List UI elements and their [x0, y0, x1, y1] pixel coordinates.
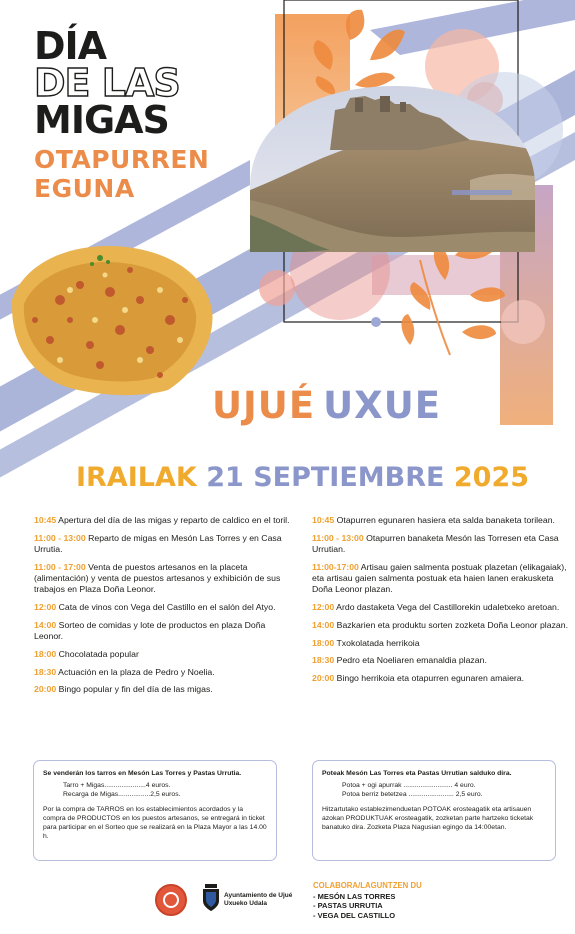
- schedule-time: 14:00: [34, 619, 57, 630]
- schedule-item: [312, 655, 574, 666]
- schedule-item: [312, 620, 574, 631]
- info-text: Hitzartutako establezimenduetan POTOAK erosteagatik eta artisauen azokan PRODUKTUAK erosteagatik, zozketan parte hartzeko ticketak banatuko dira. Zozketa Plaza Nagusian egingo da 14:00etan.: [322, 806, 534, 831]
- schedule-item: [34, 515, 296, 526]
- schedule-text: Venta de puestos artesanos en la placeta (alimentación) y venta de puestos artesanos y exhibición de sus trabajos en Plaza Doña Leonor.: [34, 561, 281, 595]
- place-name: [212, 384, 441, 427]
- price-row: Potoa berriz betetzea ........................ 2,5 euro.: [342, 791, 483, 798]
- date-month-eu: IRAILAK: [76, 462, 197, 493]
- schedule-text: Ardo dastaketa Vega del Castillorekin udaletxeko aretoan.: [336, 602, 560, 612]
- info-box-es: [33, 760, 277, 861]
- schedule-text: Artisau gaien salmenta postuak plazetan (elikagaiak), eta artisau gaien salmenta postuak eta haien lanen erakusketa Doña Leonor plazan.: [312, 561, 567, 595]
- schedule-item: [312, 515, 574, 526]
- schedule-text: Actuación en la plaza de Pedro y Noelia.: [58, 666, 215, 677]
- title-line-2: DE LAS: [34, 61, 180, 105]
- council-name: [224, 892, 292, 908]
- schedule-item: [312, 562, 574, 596]
- place-name-eu: UXUE: [323, 384, 442, 427]
- info-text: Por la compra de TARROS en los establecimientos acordados y la compra de PRODUCTOS en los puestos artesanos, se entregará in ticket para participar en el Sorteo que se realizará en la Plaza Mayor a las 14.00 h.: [43, 806, 267, 840]
- council-name-es: Ayuntamiento de Ujué: [224, 892, 293, 899]
- schedule-item: [34, 649, 296, 660]
- migas-dish: [12, 246, 213, 395]
- schedule-text: Bingo herrikoia eta otapurren egunaren amaiera.: [336, 673, 525, 684]
- collaborator-item: - MESÓN LAS TORRES: [313, 891, 396, 901]
- schedule-es: [34, 515, 296, 702]
- schedule-text: Txokolatada herrikoia: [336, 637, 420, 648]
- schedule-time: 12:00: [34, 602, 57, 612]
- date-day-month-es: 21 SEPTIEMBRE: [206, 462, 445, 493]
- schedule-item: [312, 533, 574, 555]
- schedule-item: [34, 684, 296, 695]
- price-row: Potoa + ogi apurrak .......................... 4 euro.: [342, 782, 476, 789]
- schedule-text: Chocolatada popular: [58, 648, 139, 659]
- schedule-time: 18:00: [34, 648, 57, 659]
- info-box-eu: [312, 760, 556, 861]
- subtitle-line-2: EGUNA: [34, 174, 135, 203]
- schedule-time: 14:00: [312, 619, 335, 630]
- title-line-3: MIGAS: [34, 98, 169, 142]
- place-name-es: UJUÉ: [212, 384, 316, 427]
- schedule-item: [34, 620, 296, 642]
- schedule-time: 12:00: [312, 602, 335, 612]
- schedule-text: Reparto de migas en Mesón Las Torres y en Casa Urrutia.: [34, 532, 282, 554]
- schedule-time: 20:00: [312, 673, 335, 684]
- seal-logo-icon: [155, 884, 187, 916]
- schedule-text: Otapurren egunaren hasiera eta salda banaketa torilean.: [336, 515, 555, 525]
- schedule-text: Cata de vinos con Vega del Castillo en el salón del Atyo.: [58, 602, 276, 612]
- date-year: 2025: [453, 462, 530, 493]
- info-heading: Poteak Mesón Las Torres eta Pastas Urrutian salduko dira.: [322, 770, 512, 777]
- schedule-time: 11:00-17:00: [312, 561, 359, 572]
- collaborator-item: - PASTAS URRUTIA: [313, 901, 383, 911]
- schedule-eu: [312, 515, 574, 691]
- schedule-text: Apertura del día de las migas y reparto de caldico en el toril.: [58, 515, 290, 525]
- council-name-eu: Uxueko Udala: [224, 900, 267, 907]
- title-block: [34, 24, 210, 203]
- schedule-time: 10:45: [34, 515, 57, 525]
- info-heading: Se venderán los tarros en Mesón Las Torres y Pastas Urrutia.: [43, 770, 242, 777]
- subtitle-line-1: OTAPURREN: [34, 145, 210, 174]
- schedule-time: 18:00: [312, 637, 335, 648]
- schedule-text: Pedro eta Noeliaren emanaldia plazan.: [336, 655, 487, 666]
- collaborators-heading: COLABORA/LAGUNTZEN DU: [313, 881, 422, 890]
- event-date: [76, 462, 529, 493]
- schedule-time: 11:00 - 17:00: [34, 561, 86, 572]
- collaborator-item: - VEGA DEL CASTILLO: [313, 910, 396, 920]
- schedule-time: 18:30: [312, 655, 335, 666]
- schedule-text: Bingo popular y fin del día de las migas.: [58, 684, 213, 695]
- schedule-time: 18:30: [34, 666, 57, 677]
- schedule-time: 11:00 - 13:00: [34, 532, 86, 543]
- schedule-text: Bazkarien eta produktu sorten zozketa Doña Leonor plazan.: [336, 619, 568, 630]
- schedule-item: [312, 638, 574, 649]
- price-row: Recarga de Migas.................2,5 euros.: [63, 791, 181, 798]
- schedule-item: [312, 673, 574, 684]
- schedule-item: [34, 667, 296, 678]
- schedule-item: [34, 562, 296, 596]
- coat-of-arms-icon: [200, 883, 222, 913]
- schedule-item: [34, 533, 296, 555]
- schedule-time: 10:45: [312, 515, 335, 525]
- schedule-item: [312, 602, 574, 613]
- collaborators: [313, 881, 422, 920]
- schedule-text: Otapurren banaketa Mesón las Torresen eta Casa Urrutian.: [312, 532, 559, 554]
- schedule-text: Sorteo de comidas y lote de productos en plaza Doña Leonor.: [34, 619, 266, 641]
- title-line-1: DÍA: [34, 24, 107, 68]
- schedule-item: [34, 602, 296, 613]
- price-row: Tarro + Migas......................4 euros.: [63, 782, 171, 789]
- schedule-time: 20:00: [34, 684, 57, 695]
- schedule-time: 11:00 - 13:00: [312, 532, 364, 543]
